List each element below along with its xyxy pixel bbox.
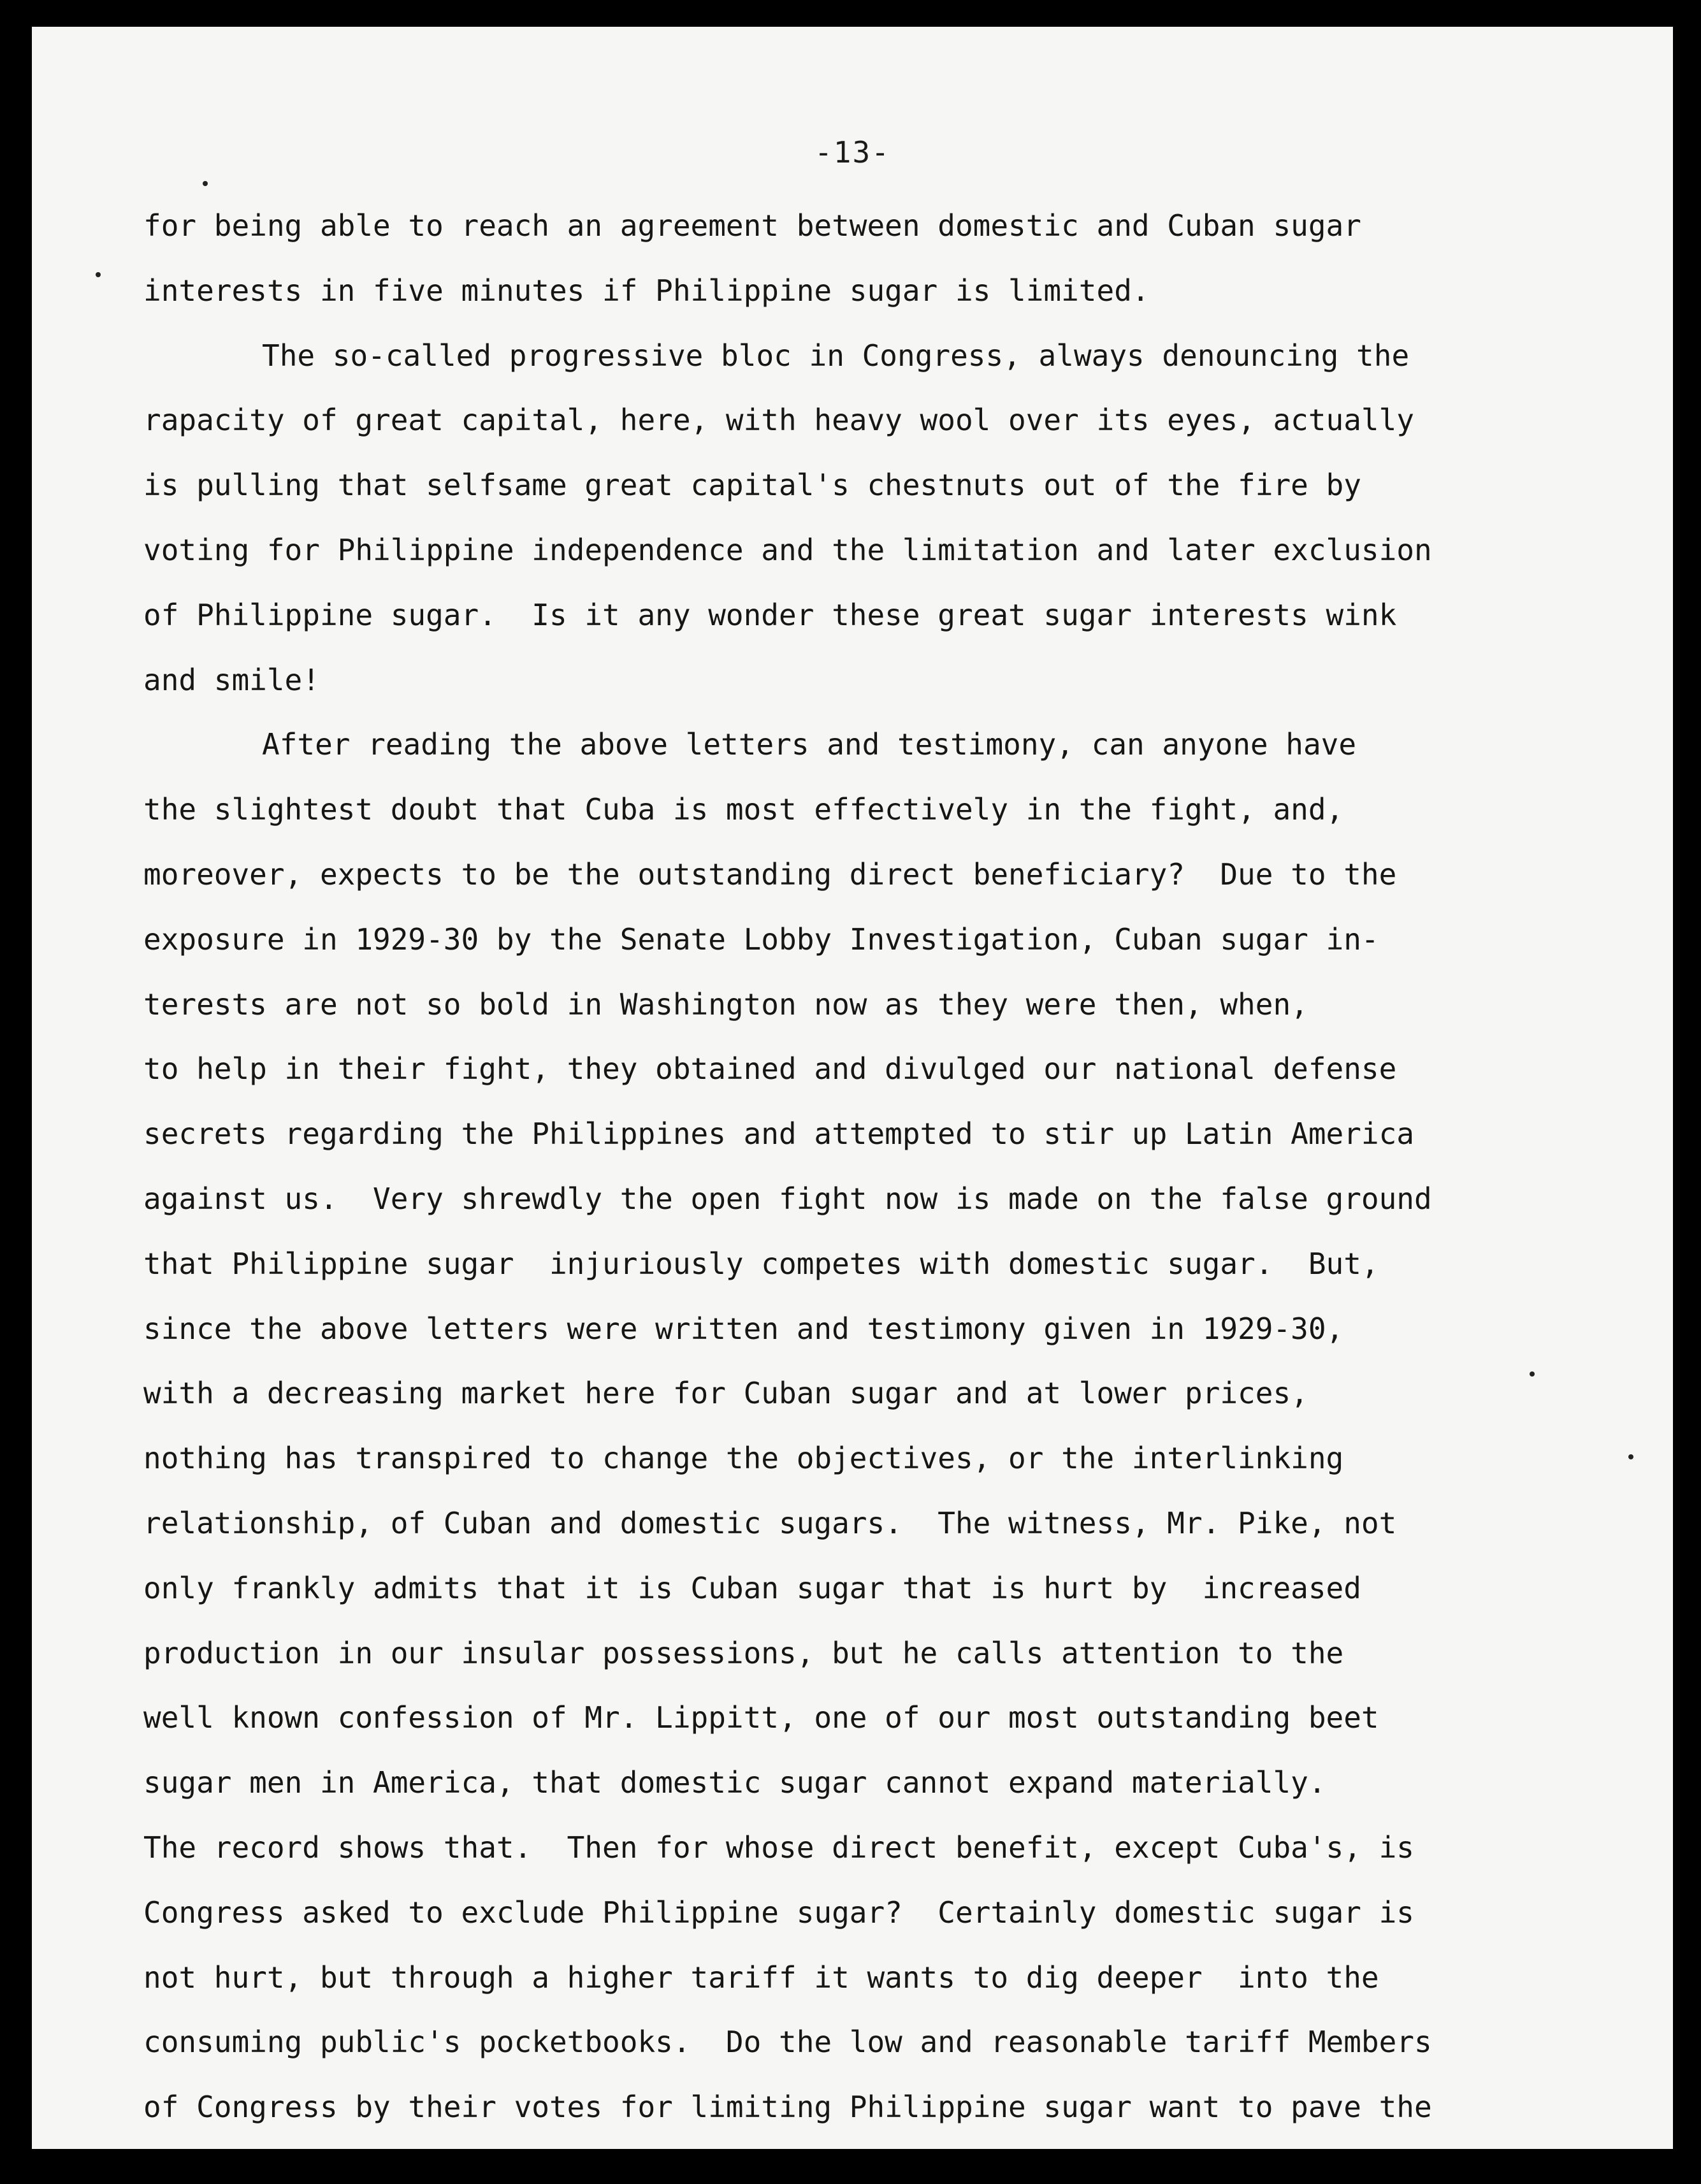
text-line: for being able to reach an agreement between domestic and Cuban sugar — [143, 208, 1361, 243]
page-number: -13- — [814, 135, 890, 170]
text-line: After reading the above letters and testimony, can anyone have — [262, 727, 1357, 762]
text-line: only frankly admits that it is Cuban sugar that is hurt by increased — [143, 1570, 1361, 1605]
text-line: of Philippine sugar. Is it any wonder these great sugar interests wink — [143, 597, 1397, 632]
text-line: voting for Philippine independence and the limitation and later exclusion — [143, 532, 1432, 567]
text-line: with a decreasing market here for Cuban sugar and at lower prices, — [143, 1376, 1308, 1411]
scan-speck — [203, 181, 208, 186]
text-line: nothing has transpired to change the objectives, or the interlinking — [143, 1441, 1344, 1476]
text-line: the slightest doubt that Cuba is most effectively in the fight, and, — [143, 792, 1344, 827]
text-line: not hurt, but through a higher tariff it wants to dig deeper into the — [143, 1960, 1379, 1995]
text-line: well known confession of Mr. Lippitt, one of our most outstanding beet — [143, 1700, 1379, 1735]
text-line: moreover, expects to be the outstanding direct beneficiary? Due to the — [143, 857, 1397, 892]
text-line: secrets regarding the Philippines and attempted to stir up Latin America — [143, 1117, 1414, 1152]
text-line: and smile! — [143, 662, 320, 697]
scan-speck — [96, 272, 101, 277]
text-line: rapacity of great capital, here, with heavy wool over its eyes, actually — [143, 403, 1414, 438]
text-line: since the above letters were written and testimony given in 1929-30, — [143, 1311, 1344, 1346]
text-line: against us. Very shrewdly the open fight now is made on the false ground — [143, 1181, 1432, 1216]
text-line: sugar men in America, that domestic sugar cannot expand materially. — [143, 1765, 1326, 1800]
text-line: consuming public's pocketbooks. Do the low and reasonable tariff Members — [143, 2025, 1432, 2060]
scan-speck — [1628, 1454, 1633, 1459]
text-line: is pulling that selfsame great capital's chestnuts out of the fire by — [143, 468, 1361, 503]
text-line: terests are not so bold in Washington now as they were then, when, — [143, 987, 1308, 1022]
text-line: of Congress by their votes for limiting Philippine sugar want to pave the — [143, 2090, 1432, 2125]
text-line: The so-called progressive bloc in Congress, always denouncing the — [262, 338, 1410, 373]
scan-speck — [1530, 1371, 1535, 1377]
text-line: to help in their fight, they obtained and divulged our national defense — [143, 1052, 1397, 1087]
text-line: Congress asked to exclude Philippine sugar? Certainly domestic sugar is — [143, 1895, 1414, 1930]
text-line: exposure in 1929-30 by the Senate Lobby Investigation, Cuban sugar in- — [143, 922, 1379, 957]
document-page — [32, 27, 1673, 2149]
text-line: production in our insular possessions, but he calls attention to the — [143, 1635, 1344, 1670]
text-line: that Philippine sugar injuriously competes with domestic sugar. But, — [143, 1246, 1379, 1281]
document-body — [143, 194, 1609, 2140]
text-line: The record shows that. Then for whose direct benefit, except Cuba's, is — [143, 1830, 1414, 1865]
text-line: relationship, of Cuban and domestic sugars. The witness, Mr. Pike, not — [143, 1505, 1397, 1540]
text-line: interests in five minutes if Philippine sugar is limited. — [143, 273, 1150, 308]
